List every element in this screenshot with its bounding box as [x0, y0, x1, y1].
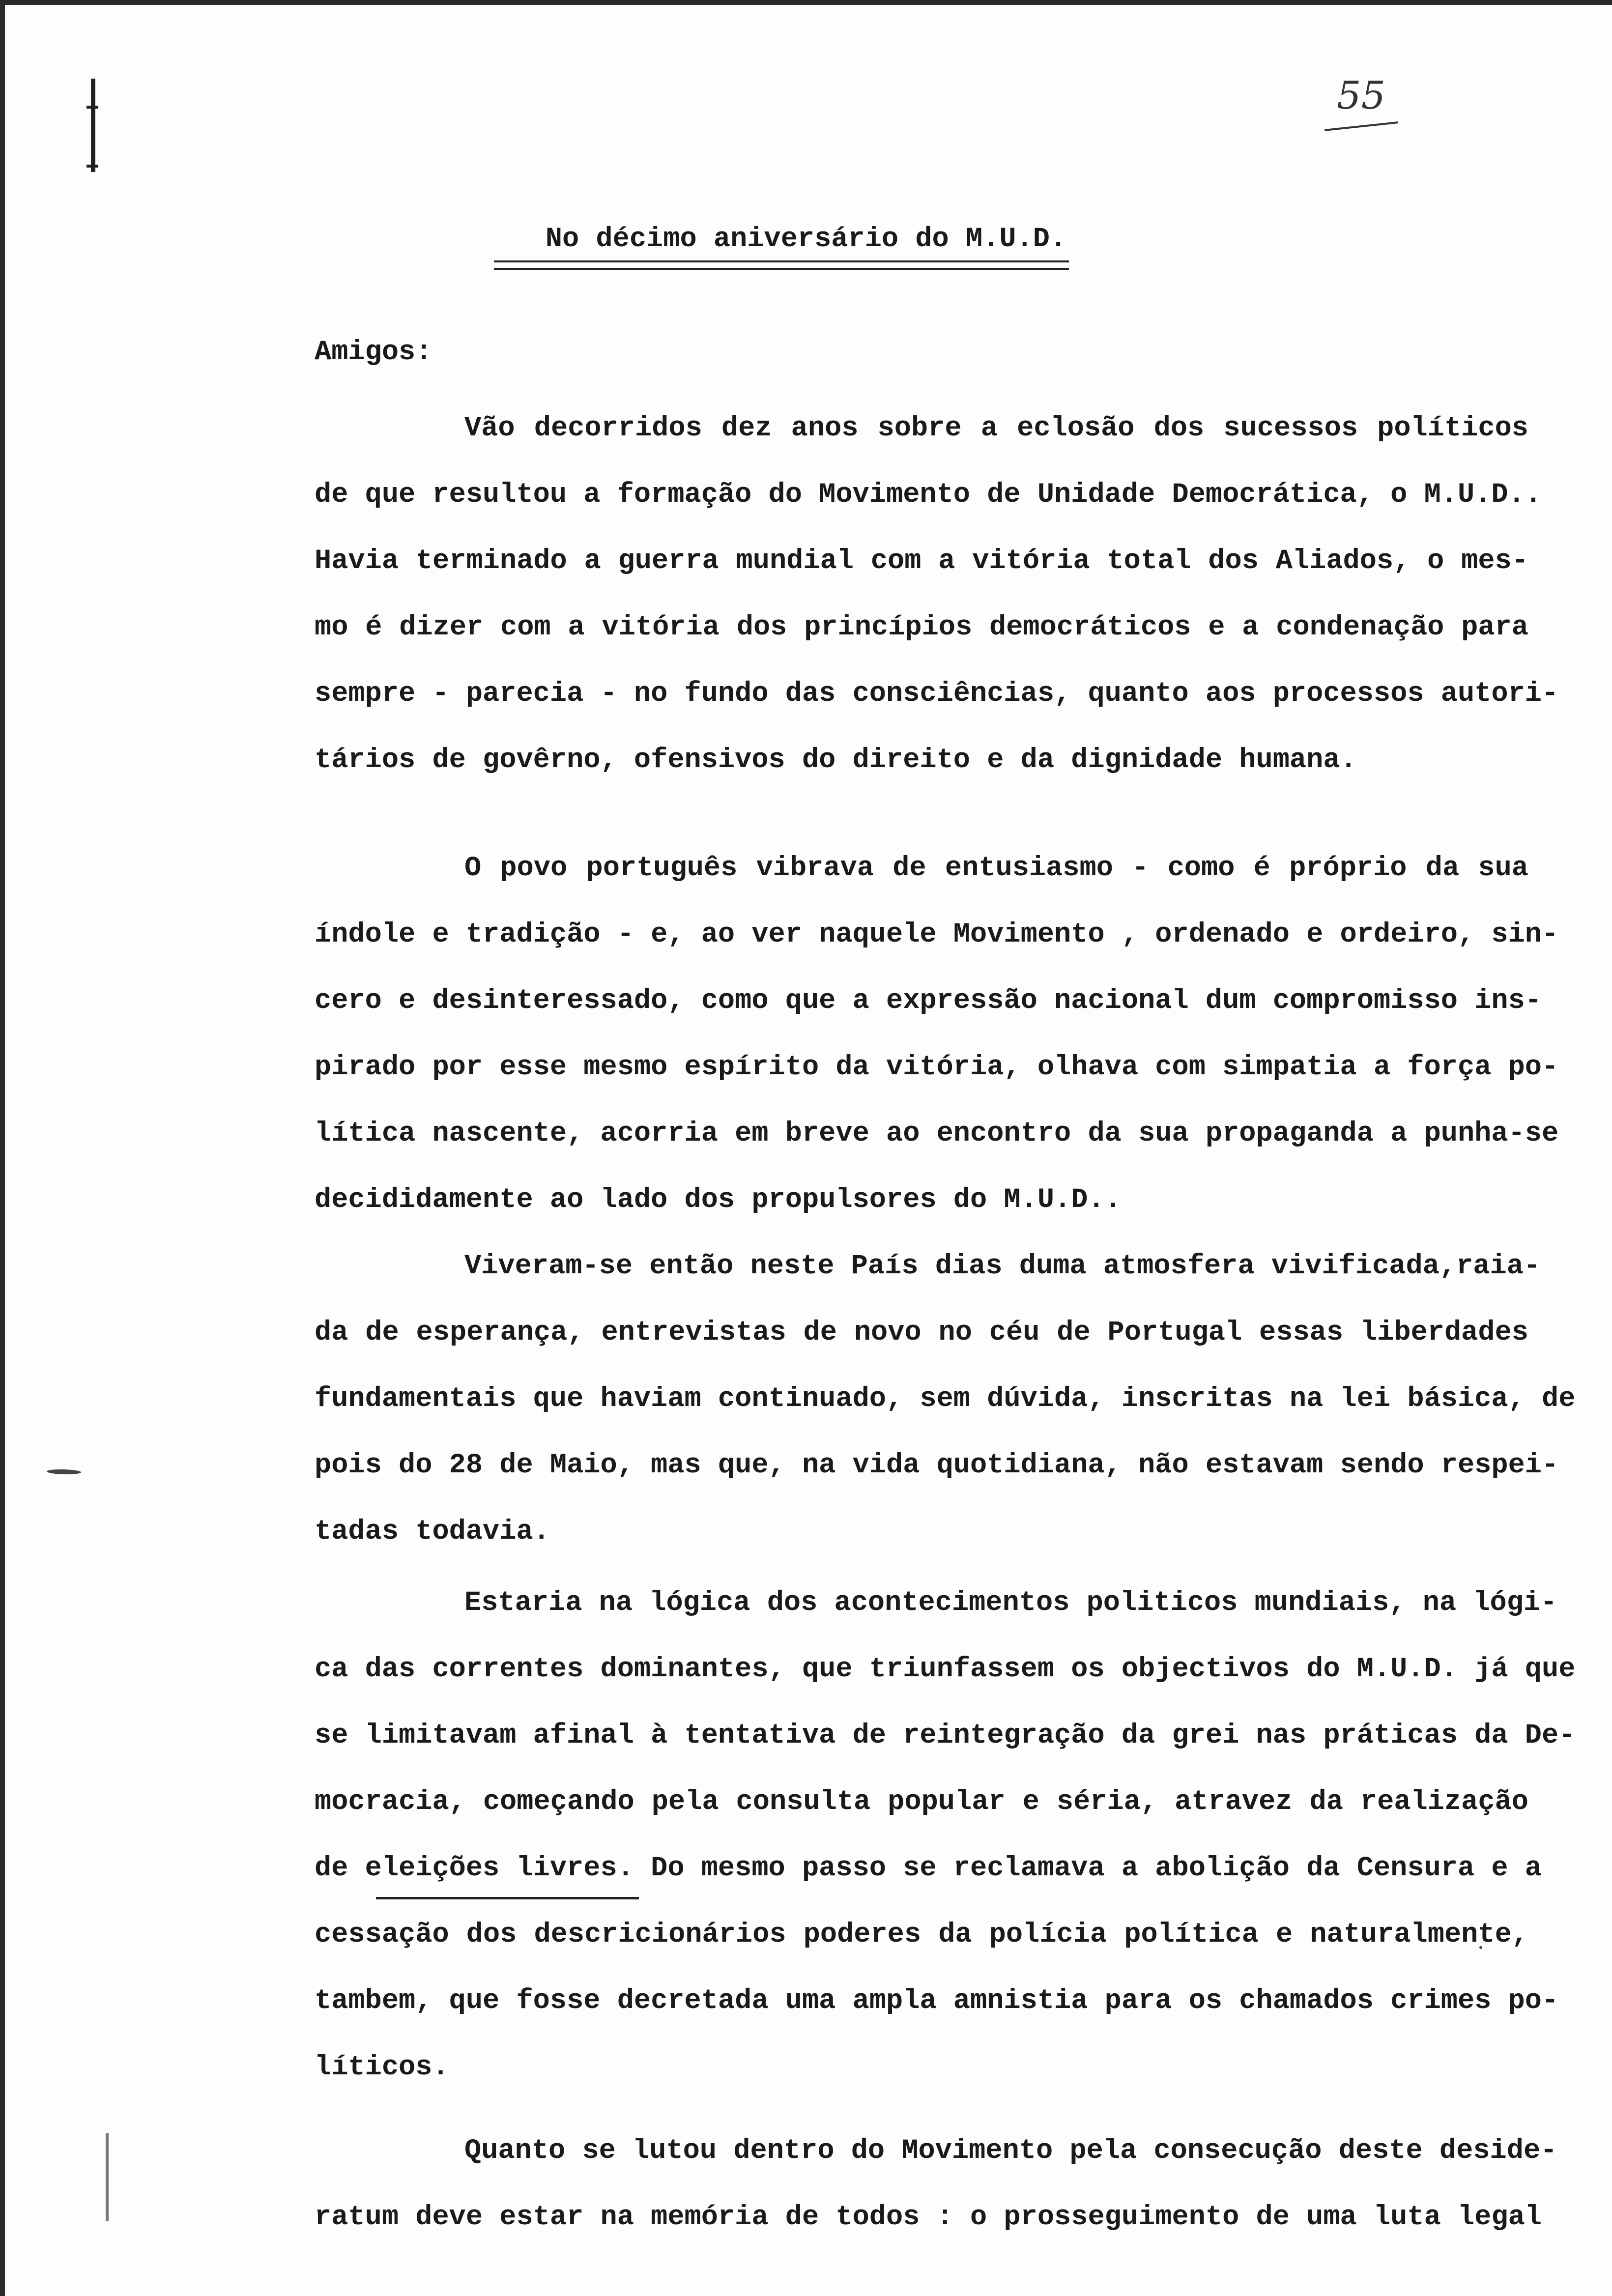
text-line: tambem, que fosse decretada uma ampla amnistia para os chamados crimes po- [315, 1985, 1559, 2017]
salutation: Amigos: [315, 337, 432, 368]
title-underline [494, 268, 1069, 270]
text-line: tários de govêrno, ofensivos do direito e da dignidade humana. [315, 745, 1357, 776]
text-line: Vão decorridos dez anos sobre a eclosão dos sucessos políticos [464, 413, 1528, 444]
scan-edge-top [0, 0, 1612, 5]
text-line: líticos. [315, 2052, 449, 2083]
text-line: pirado por esse mesmo espírito da vitória, olhava com simpatia a força po- [315, 1052, 1559, 1083]
text-line: de que resultou a formação do Movimento de Unidade Democrática, o M.U.D.. [315, 479, 1542, 511]
text-line: lítica nascente, acorria em breve ao encontro da sua propaganda a punha-se [315, 1118, 1559, 1149]
margin-mark [86, 106, 98, 109]
text-line: Havia terminado a guerra mundial com a vitória total dos Aliados, o mes- [315, 545, 1528, 577]
scan-speck [47, 1469, 81, 1474]
text-line: se limitavam afinal à tentativa de reintegração da grei nas práticas da De- [315, 1720, 1576, 1751]
text-line: Viveram-se então neste País dias duma atmosfera vivificada,raia- [464, 1251, 1541, 1282]
scan-speck [106, 2133, 109, 2221]
page-number: 55 [1322, 59, 1401, 133]
text-line: Quanto se lutou dentro do Movimento pela consecução deste deside- [464, 2135, 1557, 2167]
text-line: ratum deve estar na memória de todos : o prosseguimento de uma luta legal [315, 2202, 1542, 2233]
underline-eleicoes-livres [376, 1897, 639, 1899]
text-line: sempre - parecia - no fundo das consciências, quanto aos processos autori- [315, 678, 1559, 710]
text-line: mo é dizer com a vitória dos princípios democráticos e a condenação para [315, 612, 1528, 643]
margin-mark [86, 165, 98, 168]
text-line: pois do 28 de Maio, mas que, na vida quotidiana, não estavam sendo respei- [315, 1450, 1559, 1481]
page-title: No décimo aniversário do M.U.D. [545, 224, 1067, 255]
text-line: Estaria na lógica dos acontecimentos politicos mundiais, na lógi- [464, 1587, 1557, 1619]
text-line: mocracia, começando pela consulta popular e séria, atravez da realização [315, 1786, 1528, 1818]
text-line: fundamentais que haviam continuado, sem dúvida, inscritas na lei básica, de [315, 1383, 1576, 1415]
text-line: O povo português vibrava de entusiasmo - como é próprio da sua [464, 853, 1528, 884]
text-line: da de esperança, entrevistas de novo no céu de Portugal essas liberdades [315, 1317, 1528, 1349]
text-line: cero e desinteressado, como que a expressão nacional dum compromisso ins- [315, 985, 1542, 1017]
text-line: tadas todavia. [315, 1516, 550, 1548]
scan-edge-left [0, 0, 5, 2296]
title-underline [494, 260, 1069, 262]
text-line: de eleições livres. Do mesmo passo se reclamava a abolição da Censura e a [315, 1853, 1542, 1884]
text-line: decididamente ao lado dos propulsores do M.U.D.. [315, 1184, 1122, 1216]
text-line: índole e tradição - e, ao ver naquele Movimento , ordenado e ordeiro, sin- [315, 919, 1559, 950]
margin-mark [91, 79, 95, 172]
text-line: cessação dos descricionários poderes da polícia política e naturalmente, [315, 1919, 1528, 1951]
text-line: ca das correntes dominantes, que triunfassem os objectivos do M.U.D. já que [315, 1654, 1576, 1685]
